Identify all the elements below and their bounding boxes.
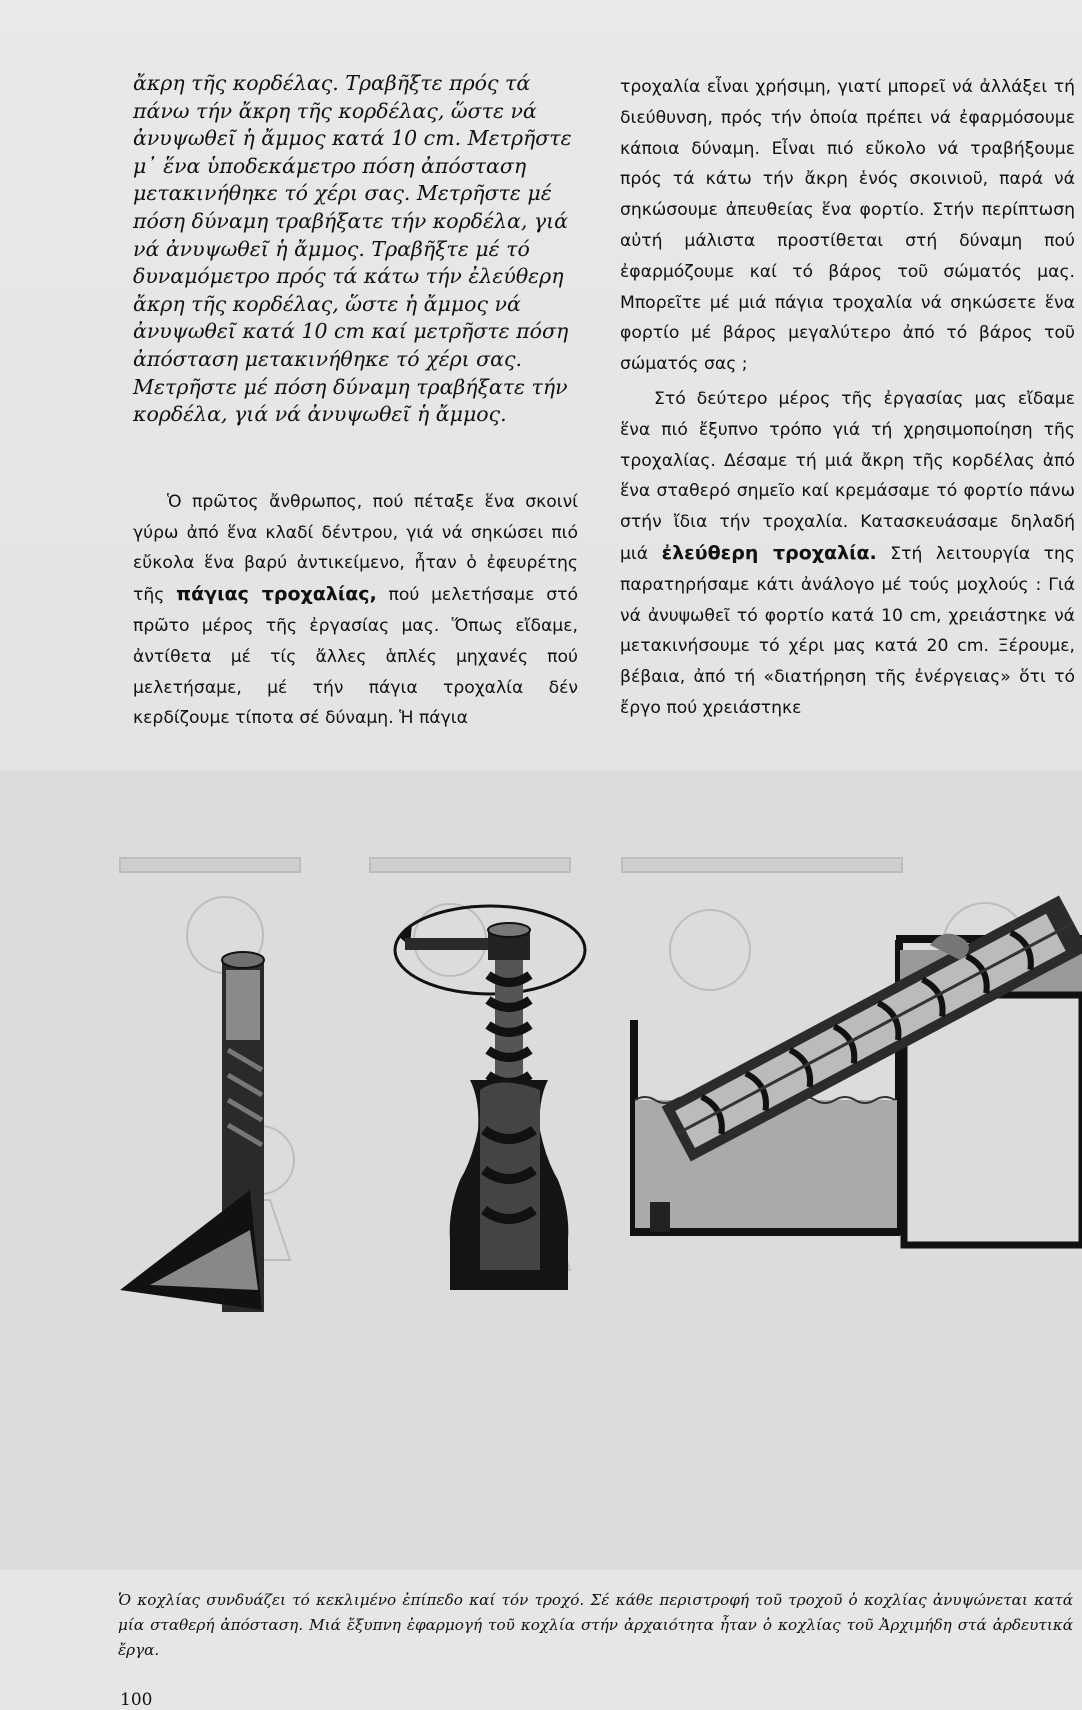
free-pulley-term: ἐλεύθερη τροχαλία. bbox=[661, 541, 877, 564]
fixed-pulley-text-a: Ὁ πρῶτος ἄνθρωπος, πού πέταξε ἕνα σκοινί γύρω ἀπό ἕνα κλαδί δέντρου, γιά νά σηκώσει πιό εὔκολα ἕνα βαρύ ἀντικείμενο, ἦταν ὁ ἐφευρέτης τῆς bbox=[133, 491, 578, 606]
italic-instructions: ἄκρη τῆς κορδέλας. Τραβῆξτε πρός τά πάνω τήν ἄκρη τῆς κορδέλας, ὥστε νά ἀνυψωθεῖ ἡ ἄμμος κατά 10 cm. Μετρῆστε μ᾽ ἕνα ὑποδεκάμετρο πόση ἀπόσταση μετακινήθηκε τό χέρι σας. Μετρῆστε μέ πόση δύναμη τραβήξατε τήν κορδέλα, γιά νά ἀνυψωθεῖ ἡ ἄμμος. Τραβῆξτε μέ τό δυναμόμετρο πρός τά κάτω τήν ἐλεύθερη ἄκρη τῆς κορδέλας, ὥστε ἡ ἄμμος νά ἀνυψωθεῖ κατά 10 cm καί μετρῆστε πόση ἀπόσταση μετακινήθηκε τό χέρι σας. Μετρῆστε μέ πόση δύναμη τραβήξατε τήν κορδέλα, γιά νά ἀνυψωθεῖ ἡ ἄμμος. bbox=[133, 71, 572, 427]
spacer bbox=[133, 429, 578, 487]
free-pulley-text-a: Στό δεύτερο μέρος τῆς ἐργασίας μας εἴδαμε ἕνα πιό ἔξυπνο τρόπο γιά τή χρησιμοποίηση τῆς τροχαλίας. Δέσαμε τή μιά ἄκρη τῆς κορδέλας ἀπό ἕνα σταθερό σημεῖο καί κρεμάσαμε τό φορτίο πάνω στήν ἴδια τήν τροχαλία. Κατασκευάσαμε δηλαδή μιά bbox=[620, 388, 1075, 564]
screw-illustration bbox=[0, 770, 1082, 1570]
figure-caption: Ὁ κοχλίας συνδυάζει τό κεκλιμένο ἐπίπεδο καί τόν τροχό. Σέ κάθε περιστροφή τοῦ τροχοῦ ὁ κοχλίας ἀνυψώνεται κατά μία σταθερή ἀπόσταση. Μιά ἔξυπνη ἐφαρμογή τοῦ κοχλία στήν ἀρχαιότητα ἦταν ὁ κοχλίας τοῦ Ἀρχιμήδη στά ἀρδευτικά ἔργα. bbox=[118, 1591, 1073, 1659]
pulley-direction-paragraph: τροχαλία εἶναι χρήσιμη, γιατί μπορεῖ νά ἀλλάξει τή διεύθυνση, πρός τήν ὁποία πρέπει νά ἐφαρμόσουμε κάποια δύναμη. Εἶναι πιό εὔκολο νά τραβήξουμε πρός τά κάτω τήν ἄκρη ἑνός σκοινιοῦ, παρά νά σηκώσουμε ἀπευθείας ἕνα φορτίο. Στήν περίπτωση αὐτή μάλιστα προστίθεται στή δύναμη πού ἐφαρμόζουμε καί τό βάρος τοῦ σώματός μας. Μπορεῖτε μέ μιά πάγια τροχαλία νά σηκώσετε ἕνα φορτίο μέ βάρος μεγαλύτερο ἀπό τό βάρος τοῦ σώματός σας ; bbox=[620, 77, 1075, 375]
free-pulley-text-b: Στή λειτουργία της παρατηρήσαμε κάτι ἀνάλογο μέ τούς μοχλούς : Γιά νά ἀνυψωθεῖ τό φορτίο κατά 10 cm, χρειάστηκε νά μετακινήσουμε τό χέρι μας κατά 20 cm. Ξέρουμε, βέβαια, ἀπό τή «διατήρηση τῆς ἐνέργειας» ὅτι τό ἔργο πού χρειάστηκε bbox=[620, 543, 1075, 718]
free-pulley-paragraph bbox=[620, 384, 1075, 724]
fixed-pulley-term: πάγιας τροχαλίας, bbox=[176, 583, 377, 606]
fixed-pulley-paragraph bbox=[133, 487, 578, 734]
fixed-pulley-text-b: πού μελετήσαμε στό πρῶτο μέρος τῆς ἐργασίας μας. Ὅπως εἴδαμε, ἀντίθετα μέ τίς ἄλλες ἁπλές μηχανές πού μελετήσαμε, μέ τήν πάγια τροχαλία δέν κερδίζουμε τίποτα σέ δύναμη. Ἡ πάγια bbox=[133, 585, 578, 729]
right-column bbox=[620, 72, 1075, 724]
left-column bbox=[133, 70, 578, 734]
page-number: 100 bbox=[120, 1690, 153, 1710]
